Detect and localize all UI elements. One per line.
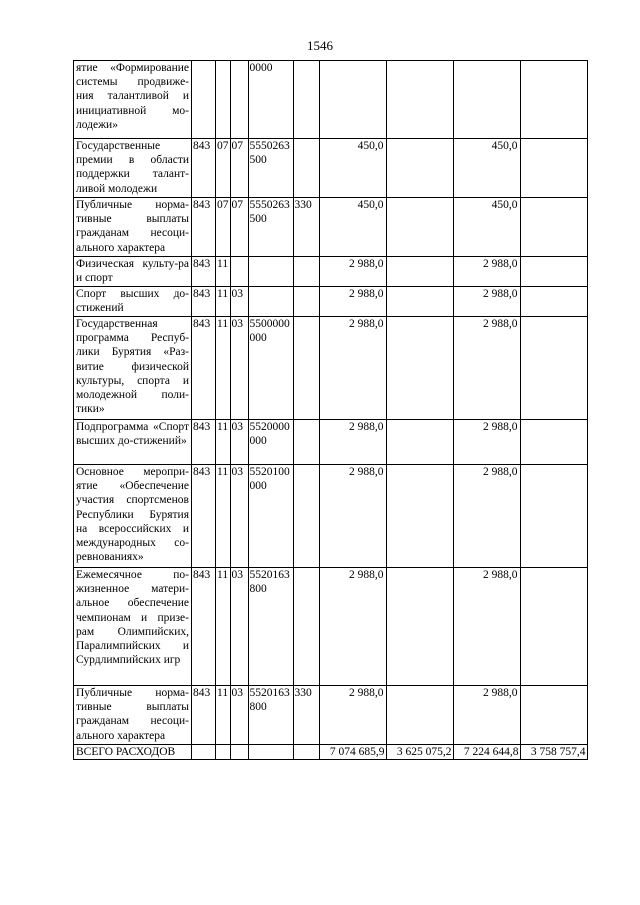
section-code: 11 [216, 317, 231, 420]
row-name: Спорт высших до-стижений [74, 287, 192, 317]
empty-cell [216, 745, 231, 760]
amount-col-4 [520, 465, 587, 568]
amount-col-3: 2 988,0 [453, 686, 520, 745]
row-name: Ежемесячное по-жизненное матери-альное обеспечение чемпионам и призе-рам Олимпийских, Паралимпийских и Сурдлимпийских игр [74, 568, 192, 686]
amount-col-3: 2 988,0 [453, 420, 520, 465]
amount-col-2 [386, 61, 453, 139]
expense-type-code [293, 139, 319, 198]
empty-cell [192, 745, 216, 760]
table-row [74, 568, 588, 686]
admin-code [192, 61, 216, 139]
row-name: Государственная программа Респуб-лики Бурятия «Раз-витие физической культуры, спорта и молодежной поли-тики» [74, 317, 192, 420]
amount-col-4 [520, 420, 587, 465]
target-article-code: 5520163800 [248, 568, 293, 686]
amount-col-2 [386, 198, 453, 257]
table-row [74, 139, 588, 198]
total-amount-4: 3 758 757,4 [520, 745, 587, 760]
row-name: Подпрограмма «Спорт высших до-стижений» [74, 420, 192, 465]
amount-col-3: 450,0 [453, 198, 520, 257]
table-row [74, 420, 588, 465]
total-row [74, 745, 588, 760]
amount-col-3 [453, 61, 520, 139]
subsection-code: 03 [230, 568, 248, 686]
amount-col-1: 2 988,0 [319, 287, 386, 317]
row-name: Публичные норма-тивные выплаты гражданам несоци-ального характера [74, 686, 192, 745]
row-name: ятие «Формирование системы продвиже-ния талантливой и инициативной мо-лодежи» [74, 61, 192, 139]
amount-col-3: 450,0 [453, 139, 520, 198]
amount-col-2 [386, 465, 453, 568]
subsection-code: 03 [230, 420, 248, 465]
subsection-code [230, 257, 248, 287]
admin-code: 843 [192, 420, 216, 465]
row-name: Физическая культу-ра и спорт [74, 257, 192, 287]
subsection-code: 03 [230, 686, 248, 745]
amount-col-2 [386, 686, 453, 745]
section-code: 11 [216, 287, 231, 317]
amount-col-4 [520, 317, 587, 420]
total-amount-2: 3 625 075,2 [386, 745, 453, 760]
section-code: 07 [216, 139, 231, 198]
amount-col-3: 2 988,0 [453, 465, 520, 568]
total-label: ВСЕГО РАСХОДОВ [74, 745, 192, 760]
section-code: 07 [216, 198, 231, 257]
section-code: 11 [216, 257, 231, 287]
admin-code: 843 [192, 686, 216, 745]
subsection-code: 03 [230, 317, 248, 420]
amount-col-4 [520, 686, 587, 745]
amount-col-4 [520, 61, 587, 139]
admin-code: 843 [192, 139, 216, 198]
amount-col-3: 2 988,0 [453, 287, 520, 317]
amount-col-1: 450,0 [319, 139, 386, 198]
expense-type-code: 330 [293, 686, 319, 745]
expense-type-code [293, 420, 319, 465]
expense-type-code [293, 568, 319, 686]
target-article-code: 5520100000 [248, 465, 293, 568]
expense-type-code: 330 [293, 198, 319, 257]
amount-col-2 [386, 420, 453, 465]
empty-cell [230, 745, 248, 760]
amount-col-1: 2 988,0 [319, 257, 386, 287]
section-code [216, 61, 231, 139]
amount-col-2 [386, 139, 453, 198]
page-number: 1546 [307, 38, 333, 53]
empty-cell [293, 745, 319, 760]
amount-col-1: 2 988,0 [319, 686, 386, 745]
row-name: Основное меропри-ятие «Обеспечение участия спортсменов Республики Бурятия на всероссийских и международных со-ревнованиях» [74, 465, 192, 568]
table-row [74, 257, 588, 287]
expense-type-code [293, 61, 319, 139]
target-article-code [248, 257, 293, 287]
target-article-code: 0000 [248, 61, 293, 139]
budget-table [73, 60, 588, 760]
section-code: 11 [216, 686, 231, 745]
amount-col-4 [520, 568, 587, 686]
amount-col-4 [520, 257, 587, 287]
amount-col-1 [319, 61, 386, 139]
row-name: Публичные норма-тивные выплаты гражданам несоци-ального характера [74, 198, 192, 257]
table-row [74, 686, 588, 745]
subsection-code: 03 [230, 287, 248, 317]
amount-col-3: 2 988,0 [453, 568, 520, 686]
amount-col-2 [386, 568, 453, 686]
expense-type-code [293, 317, 319, 420]
admin-code: 843 [192, 465, 216, 568]
amount-col-2 [386, 287, 453, 317]
table-row [74, 465, 588, 568]
admin-code: 843 [192, 198, 216, 257]
expense-type-code [293, 287, 319, 317]
amount-col-2 [386, 317, 453, 420]
admin-code: 843 [192, 257, 216, 287]
amount-col-1: 2 988,0 [319, 568, 386, 686]
amount-col-1: 2 988,0 [319, 465, 386, 568]
table-row [74, 287, 588, 317]
amount-col-4 [520, 287, 587, 317]
expense-type-code [293, 257, 319, 287]
subsection-code: 07 [230, 139, 248, 198]
amount-col-3: 2 988,0 [453, 257, 520, 287]
amount-col-1: 2 988,0 [319, 420, 386, 465]
admin-code: 843 [192, 287, 216, 317]
empty-cell [248, 745, 293, 760]
expense-type-code [293, 465, 319, 568]
section-code: 11 [216, 420, 231, 465]
total-amount-3: 7 224 644,8 [453, 745, 520, 760]
admin-code: 843 [192, 568, 216, 686]
amount-col-4 [520, 139, 587, 198]
amount-col-4 [520, 198, 587, 257]
amount-col-2 [386, 257, 453, 287]
target-article-code: 5520163800 [248, 686, 293, 745]
amount-col-3: 2 988,0 [453, 317, 520, 420]
amount-col-1: 2 988,0 [319, 317, 386, 420]
target-article-code: 5550263500 [248, 139, 293, 198]
amount-col-1: 450,0 [319, 198, 386, 257]
target-article-code [248, 287, 293, 317]
target-article-code: 5550263500 [248, 198, 293, 257]
table-row [74, 61, 588, 139]
subsection-code [230, 61, 248, 139]
subsection-code: 07 [230, 198, 248, 257]
table-row [74, 317, 588, 420]
total-amount-1: 7 074 685,9 [319, 745, 386, 760]
target-article-code: 5520000000 [248, 420, 293, 465]
admin-code: 843 [192, 317, 216, 420]
row-name: Государственные премии в области поддержки талант-ливой молодежи [74, 139, 192, 198]
section-code: 11 [216, 465, 231, 568]
subsection-code: 03 [230, 465, 248, 568]
section-code: 11 [216, 568, 231, 686]
table-row [74, 198, 588, 257]
target-article-code: 5500000000 [248, 317, 293, 420]
